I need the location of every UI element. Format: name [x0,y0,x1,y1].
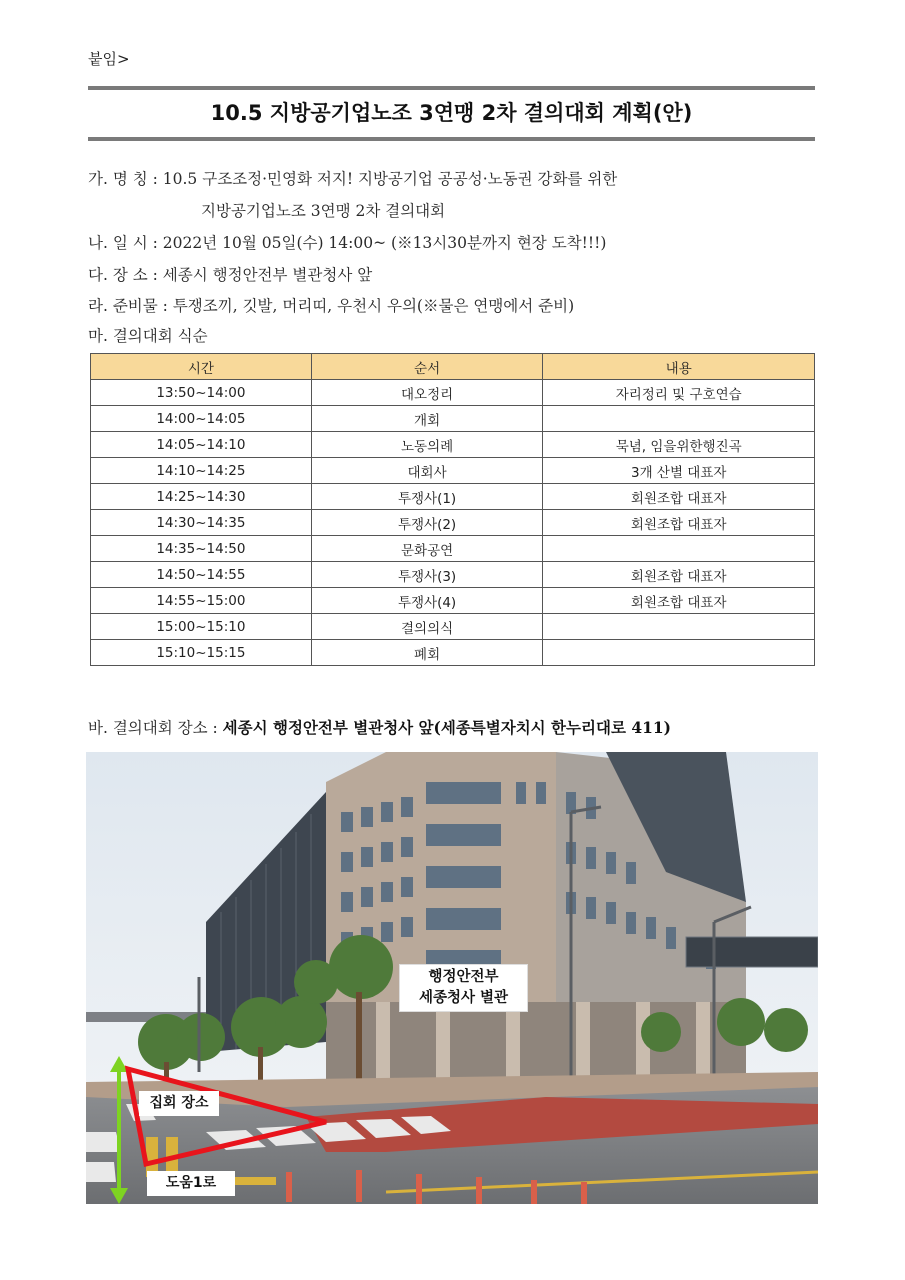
building-label [399,964,528,1012]
title-rule-top [88,86,815,90]
table-row [91,640,815,666]
event-datetime: 나. 일 시 : 2022년 10월 05일(수) 14:00~ (※13시30분까지 현장 도착!!!) [88,234,607,252]
cell-time: 15:00~15:10 [91,614,312,640]
cell-content: 3개 산별 대표자 [543,458,815,484]
cell-order: 투쟁사(1) [311,484,543,510]
page-title: 10.5 지방공기업노조 3연맹 2차 결의대회 계획(안) [210,101,693,125]
title-rule-bottom [88,137,815,141]
table-row [91,510,815,536]
table-row [91,562,815,588]
venue-photo [86,752,818,1204]
table-row [91,614,815,640]
venue-line [88,716,671,738]
cell-content: 회원조합 대표자 [543,510,815,536]
rally-spot-label: 집회 장소 [139,1091,219,1116]
cell-time: 14:30~14:35 [91,510,312,536]
header-content: 내용 [543,354,815,380]
road-name-label: 도움1로 [147,1171,235,1196]
cell-order: 투쟁사(3) [311,562,543,588]
table-row [91,406,815,432]
event-name-line1: 가. 명 칭 : 10.5 구조조정·민영화 저지! 지방공기업 공공성·노동권 강화를 위한 [88,170,618,188]
cell-order: 투쟁사(4) [311,588,543,614]
cell-content: 자리정리 및 구호연습 [543,380,815,406]
schedule-table [90,353,815,666]
cell-time: 15:10~15:15 [91,640,312,666]
cell-order: 투쟁사(2) [311,510,543,536]
venue-prefix: 바. 결의대회 장소 : [88,719,223,737]
header-time: 시간 [91,354,312,380]
cell-content: 회원조합 대표자 [543,588,815,614]
cell-order: 폐회 [311,640,543,666]
cell-time: 14:35~14:50 [91,536,312,562]
table-row [91,588,815,614]
table-row [91,380,815,406]
cell-time: 14:00~14:05 [91,406,312,432]
cell-time: 14:55~15:00 [91,588,312,614]
table-row [91,536,815,562]
cell-content: 묵념, 임을위한행진곡 [543,432,815,458]
cell-content [543,614,815,640]
table-row [91,484,815,510]
building-label-line2: 세종청사 별관 [418,990,509,1006]
building-label-line1: 행정안전부 [428,969,499,985]
cell-order: 대오정리 [311,380,543,406]
cell-order: 대회사 [311,458,543,484]
event-place: 다. 장 소 : 세종시 행정안전부 별관청사 앞 [88,266,373,284]
cell-content: 회원조합 대표자 [543,562,815,588]
table-row [91,432,815,458]
table-row [91,458,815,484]
program-heading: 마. 결의대회 식순 [88,327,208,345]
header-order: 순서 [311,354,543,380]
cell-order: 문화공연 [311,536,543,562]
cell-time: 14:25~14:30 [91,484,312,510]
attachment-label: 붙임> [88,50,130,68]
cell-time: 13:50~14:00 [91,380,312,406]
venue-address: 세종시 행정안전부 별관청사 앞(세종특별자치시 한누리대로 411) [222,718,672,737]
cell-time: 14:10~14:25 [91,458,312,484]
cell-order: 결의의식 [311,614,543,640]
cell-content [543,640,815,666]
cell-time: 14:05~14:10 [91,432,312,458]
cell-order: 노동의례 [311,432,543,458]
cell-content: 회원조합 대표자 [543,484,815,510]
cell-order: 개회 [311,406,543,432]
event-supplies: 라. 준비물 : 투쟁조끼, 깃발, 머리띠, 우천시 우의(※물은 연맹에서 준비) [88,297,575,315]
schedule-header-row [91,354,815,380]
event-name-line2: 지방공기업노조 3연맹 2차 결의대회 [201,202,446,220]
cell-time: 14:50~14:55 [91,562,312,588]
cell-content [543,406,815,432]
cell-content [543,536,815,562]
